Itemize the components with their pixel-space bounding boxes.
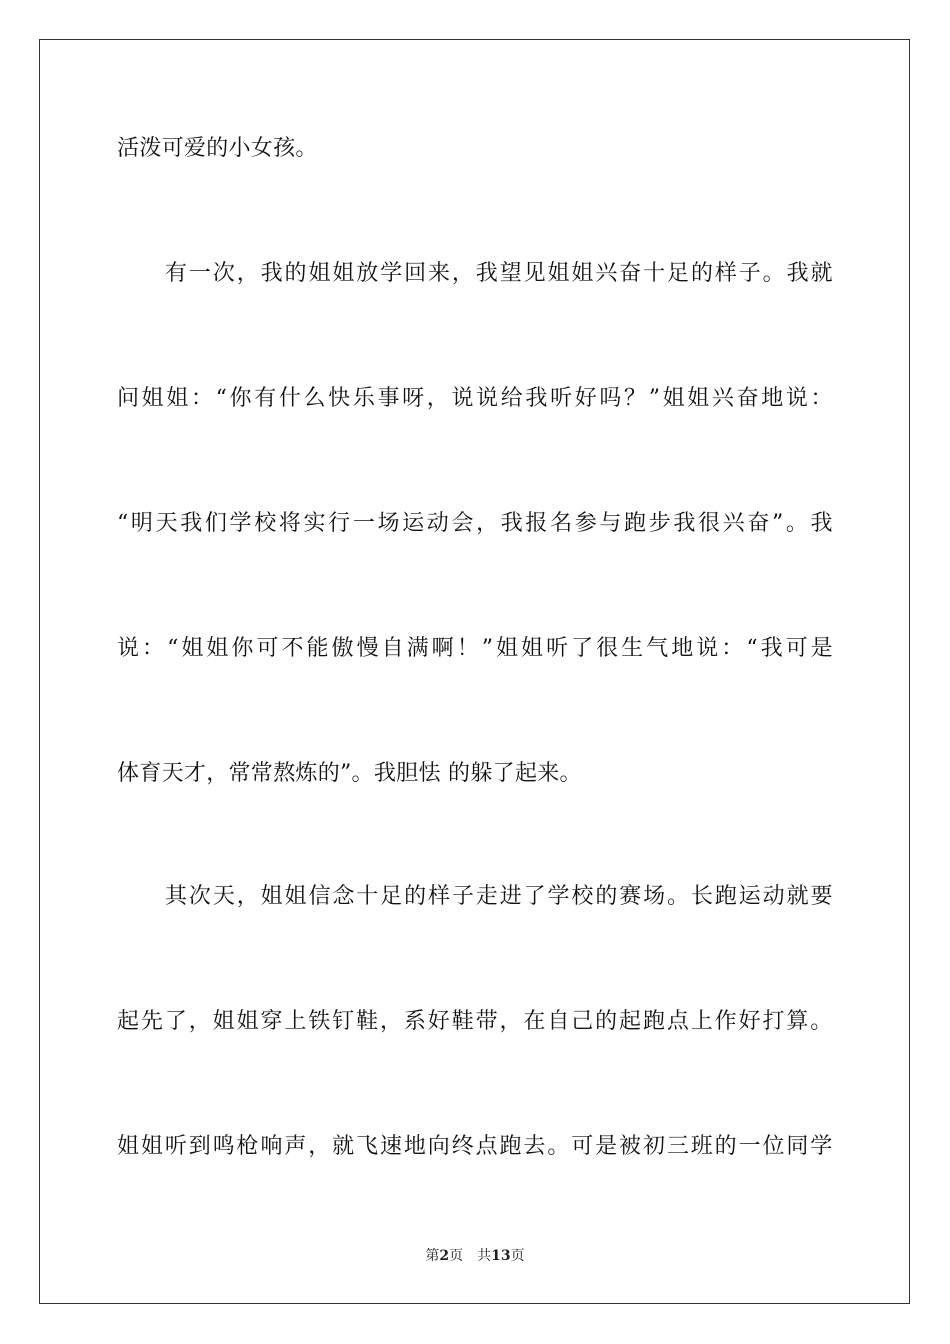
text-line-6: 体育天才，常常熬炼的”。我胆怯 的躲了起来。 bbox=[117, 761, 582, 786]
text-line-8: 起 先 了 ， 姐 姐 穿 上 铁 钉 鞋 ， 系 好 鞋 带 ， 在 自 己 的 起 跑 点 上 作 好 打 算 。 bbox=[117, 1009, 833, 1034]
text-line-1: 活泼可爱的小女孩。 bbox=[117, 136, 318, 161]
page-number-prefix: 第 bbox=[425, 1248, 440, 1264]
page-number-suffix: 页 bbox=[449, 1248, 464, 1264]
total-pages-suffix: 页 bbox=[510, 1248, 525, 1264]
text-line-7: 其 次 天 ， 姐 姐 信 念 十 足 的 样 子 走 进 了 学 校 的 赛 场 。 长 跑 运 动 就 要 bbox=[165, 884, 833, 909]
text-line-3: 问 姐 姐 ： “ 你 有 什 么 快 乐 事 呀 ， 说 说 给 我 听 好 吗 ？ ” 姐 姐 兴 奋 地 说 ： bbox=[117, 386, 833, 411]
text-line-5: 说 ： “ 姐 姐 你 可 不 能 傲 慢 自 满 啊 ！ ” 姐 姐 听 了 很 生 气 地 说 ： “ 我 可 是 bbox=[117, 636, 833, 661]
page-footer bbox=[0, 1247, 950, 1265]
total-pages-prefix: 共 bbox=[477, 1248, 492, 1264]
page-border bbox=[39, 39, 910, 1304]
total-pages: 13 bbox=[491, 1248, 511, 1264]
page-number: 2 bbox=[439, 1248, 450, 1264]
text-line-9: 姐 姐 听 到 鸣 枪 响 声 ， 就 飞 速 地 向 终 点 跑 去 。 可 是 被 初 三 班 的 一 位 同 学 bbox=[117, 1134, 833, 1159]
text-line-2: 有 一 次 ， 我 的 姐 姐 放 学 回 来 ， 我 望 见 姐 姐 兴 奋 十 足 的 样 子 。 我 就 bbox=[165, 261, 833, 286]
text-line-4: “ 明 天 我 们 学 校 将 实 行 一 场 运 动 会 ， 我 报 名 参 与 跑 步 我 很 兴 奋 ” 。 我 bbox=[117, 511, 833, 536]
